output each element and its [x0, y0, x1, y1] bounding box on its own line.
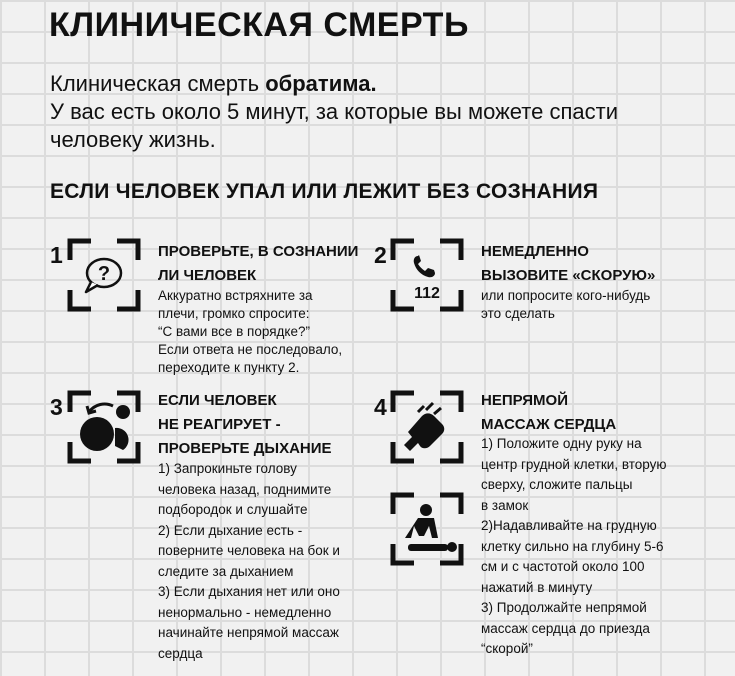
step-2-title-line: ВЫЗОВИТЕ «СКОРУЮ» [481, 267, 656, 284]
step-4-text [481, 434, 716, 660]
step-1-text-line: Если ответа не последовало, [158, 342, 343, 357]
step-4-text-line: центр грудной клетки, вторую [481, 456, 667, 472]
step-3-text-line: 2) Если дыхание есть - [158, 522, 303, 538]
step-1-text-line: Аккуратно встряхните за [158, 288, 313, 303]
step-3-text-line: 3) Если дыхания нет или оно [158, 584, 340, 599]
step-4-title [481, 389, 711, 437]
step-3-number: 3 [50, 394, 63, 420]
intro-line-1-text: Клиническая смерть [50, 71, 266, 96]
page-title: КЛИНИЧЕСКАЯ СМЕРТЬ [49, 6, 469, 44]
intro-line-3: человеку жизнь. [50, 127, 216, 152]
hands-chest-compression-icon [390, 390, 464, 464]
step-3-title-line: ПРОВЕРЬТЕ ДЫХАНИЕ [158, 440, 332, 457]
step-2-text-line: это сделать [481, 306, 555, 321]
intro-bold-text: обратима. [265, 71, 377, 96]
step-3-text-line: следите за дыханием [158, 563, 294, 579]
step-4-text-line: сверху, сложите пальцы [481, 477, 633, 492]
step-3-title [158, 389, 368, 461]
svg-text:?: ? [97, 263, 111, 285]
step-4-text-line: “скорой” [481, 641, 533, 656]
step-4-title-line: МАССАЖ СЕРДЦА [481, 416, 617, 433]
step-3-text-line: подбородок и слушайте [158, 502, 308, 517]
question-bubble-icon [67, 238, 141, 312]
cpr-person-icon [390, 492, 464, 566]
step-1-text-line: “С вами все в порядке?” [158, 324, 310, 339]
step-4-text-line: клетку сильно на глубину 5-6 [481, 538, 664, 554]
step-1-title-line: ЛИ ЧЕЛОВЕК [158, 267, 257, 284]
step-2-text-line: или попросите кого-нибудь [481, 288, 651, 303]
step-3-text-line: ненормально - немедленно [158, 604, 332, 620]
step-2-text [481, 287, 711, 323]
step-3-text-line: поверните человека на бок и [158, 543, 340, 558]
step-2-number: 2 [374, 242, 387, 268]
step-4-text-line: 2)Надавливайте на грудную [481, 518, 657, 533]
step-4-text-line: 3) Продолжайте непрямой [481, 600, 647, 615]
step-4-text-line: см и с частотой около 100 [481, 559, 645, 574]
step-4-number: 4 [374, 394, 387, 420]
step-3-text-line: человека назад, поднимите [158, 481, 332, 497]
intro-line-2: У вас есть около 5 минут, за которые вы можете спасти [50, 99, 618, 124]
step-3-text-line: начинайте непрямой массаж [158, 625, 339, 640]
step-1-title-line: ПРОВЕРЬТЕ, В СОЗНАНИИ [158, 243, 359, 260]
step-4-title-line: НЕПРЯМОЙ [481, 392, 568, 409]
step-1-title [158, 240, 368, 288]
phone-112-icon [390, 238, 464, 312]
step-2-title [481, 240, 711, 288]
step-4-text-line: нажатий в минуту [481, 579, 593, 595]
step-3-title-line: ЕСЛИ ЧЕЛОВЕК [158, 392, 277, 409]
step-2-title-line: НЕМЕДЛЕННО [481, 243, 589, 260]
step-3-text-line: сердца [158, 645, 203, 661]
head-tilt-icon [67, 390, 141, 464]
intro-text [50, 70, 710, 154]
step-3-text [158, 459, 378, 664]
step-1-text [158, 287, 368, 377]
step-1-text-line: плечи, громко спросите: [158, 306, 310, 321]
step-4-text-line: 1) Положите одну руку на [481, 436, 642, 451]
section-heading: ЕСЛИ ЧЕЛОВЕК УПАЛ ИЛИ ЛЕЖИТ БЕЗ СОЗНАНИЯ [50, 180, 599, 203]
intro-line-1 [50, 70, 710, 98]
step-4-text-line: в замок [481, 497, 529, 513]
step-3-text-line: 1) Запрокиньте голову [158, 461, 297, 476]
step-3-title-line: НЕ РЕАГИРУЕТ - [158, 416, 281, 433]
step-4-text-line: массаж сердца до приезда [481, 620, 650, 636]
step-1-text-line: переходите к пункту 2. [158, 360, 300, 375]
icon-112-label: 112 [414, 285, 440, 302]
step-1-number: 1 [50, 242, 63, 268]
